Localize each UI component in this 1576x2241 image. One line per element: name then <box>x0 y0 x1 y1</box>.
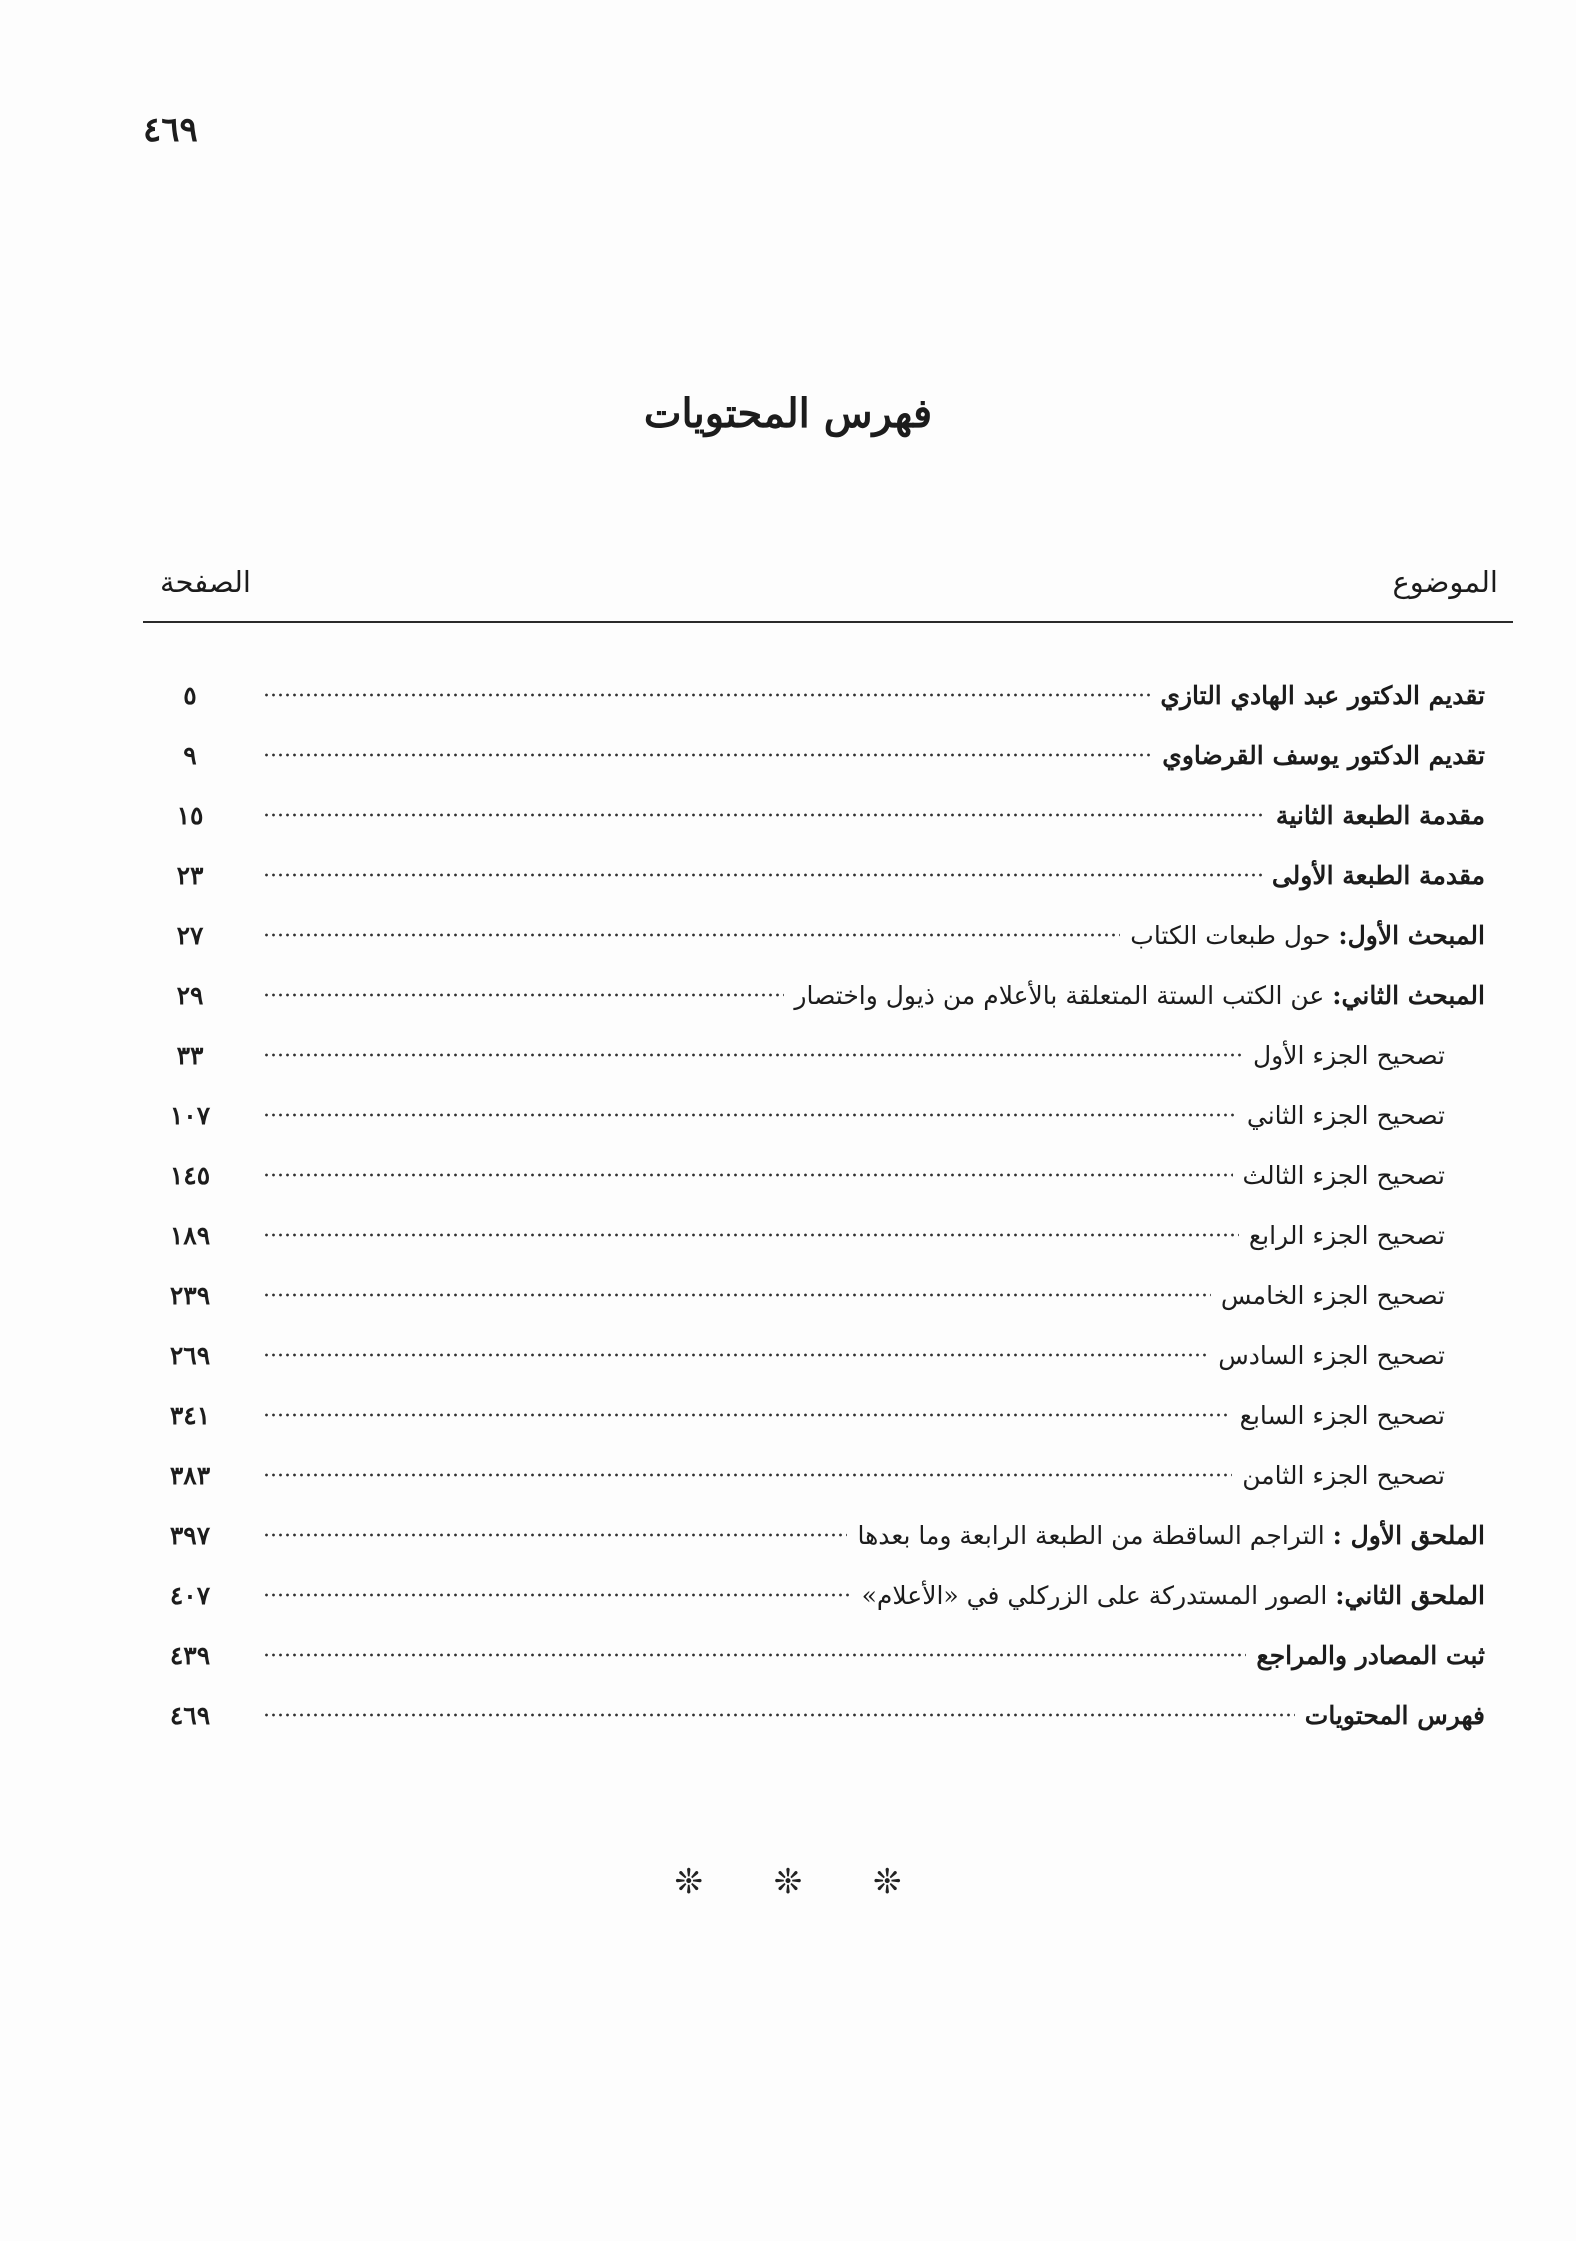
toc-entry-page: ٣٣ <box>176 1040 204 1070</box>
toc-entry-page: ٥ <box>183 680 197 710</box>
toc-entry-page: ٩ <box>183 740 197 770</box>
dot-leader <box>263 930 1120 940</box>
toc-entry-title: تصحيح الجزء الثالث <box>1242 1160 1445 1190</box>
toc-entry <box>155 725 1485 785</box>
toc-entry-title: تصحيح الجزء السادس <box>1218 1340 1445 1370</box>
toc-entry-title: مقدمة الطبعة الثانية <box>1275 800 1485 830</box>
toc-entry <box>155 1205 1485 1265</box>
dot-leader <box>263 1410 1230 1420</box>
toc-entry-title: تصحيح الجزء الثاني <box>1246 1100 1445 1130</box>
dot-leader <box>263 1530 847 1540</box>
page-column-header: الصفحة <box>160 565 251 599</box>
toc-entry-title: تصحيح الجزء الخامس <box>1220 1280 1445 1310</box>
toc-entry-page: ١٥ <box>176 800 204 830</box>
dot-leader <box>263 990 784 1000</box>
toc-entry-page: ٤٠٧ <box>169 1580 211 1610</box>
toc-entry <box>155 1565 1485 1625</box>
toc-entry-page: ٤٦٩ <box>169 1700 211 1730</box>
toc-entry <box>155 1385 1485 1445</box>
page-number: ٤٦٩ <box>143 110 198 150</box>
dot-leader <box>263 690 1150 700</box>
dot-leader <box>263 1470 1232 1480</box>
dot-leader <box>263 1170 1233 1180</box>
toc-entry <box>155 1085 1485 1145</box>
toc-entry <box>155 785 1485 845</box>
toc-entry-title: المبحث الثاني: عن الكتب الستة المتعلقة بالأعلام من ذيول واختصار <box>794 980 1485 1010</box>
toc-entry <box>155 1445 1485 1505</box>
toc-entry-page: ٢٦٩ <box>169 1340 211 1370</box>
toc-entry-page: ٤٣٩ <box>169 1640 211 1670</box>
toc-entry-page: ١٤٥ <box>169 1160 211 1190</box>
toc-entry-page: ٢٣٩ <box>169 1280 211 1310</box>
toc-entry <box>155 965 1485 1025</box>
dot-leader <box>263 810 1266 820</box>
dot-leader <box>263 1050 1243 1060</box>
toc-entry-title: فهرس المحتويات <box>1304 1700 1485 1730</box>
dot-leader <box>263 1230 1239 1240</box>
toc-entry-page: ٢٣ <box>176 860 204 890</box>
toc-entry <box>155 1265 1485 1325</box>
toc-entry-title: الملحق الأول : التراجم الساقطة من الطبعة الرابعة وما بعدها <box>857 1520 1485 1550</box>
toc-entry-title: تقديم الدكتور يوسف القرضاوي <box>1162 740 1485 770</box>
toc-entry-page: ٢٧ <box>176 920 204 950</box>
toc-entry-title: المبحث الأول: حول طبعات الكتاب <box>1130 920 1485 950</box>
toc-entry-title: الملحق الثاني: الصور المستدركة على الزركلي في «الأعلام» <box>861 1580 1485 1610</box>
toc-entry <box>155 1505 1485 1565</box>
dot-leader <box>263 1590 852 1600</box>
header-divider <box>143 621 1513 623</box>
toc-entry-page: ٣٤١ <box>169 1400 211 1430</box>
dot-leader <box>263 870 1262 880</box>
toc-entry <box>155 665 1485 725</box>
dot-leader <box>263 750 1152 760</box>
table-of-contents <box>155 665 1485 1745</box>
toc-entry <box>155 905 1485 965</box>
toc-entry-title: تصحيح الجزء الثامن <box>1242 1460 1445 1490</box>
subject-column-header: الموضوع <box>1392 565 1498 599</box>
toc-entry-page: ٣٩٧ <box>169 1520 211 1550</box>
toc-entry-title: ثبت المصادر والمراجع <box>1256 1640 1485 1670</box>
toc-entry-title: تصحيح الجزء الرابع <box>1248 1220 1445 1250</box>
toc-entry-page: ١٨٩ <box>169 1220 211 1250</box>
toc-entry <box>155 1325 1485 1385</box>
toc-entry-title: تصحيح الجزء الأول <box>1252 1040 1445 1070</box>
toc-entry <box>155 1025 1485 1085</box>
toc-entry-title: تقديم الدكتور عبد الهادي التازي <box>1160 680 1485 710</box>
toc-entry-page: ١٠٧ <box>169 1100 211 1130</box>
toc-entry-title: مقدمة الطبعة الأولى <box>1271 860 1485 890</box>
dot-leader <box>263 1110 1237 1120</box>
toc-entry <box>155 1625 1485 1685</box>
toc-entry <box>155 1145 1485 1205</box>
page-title: فهرس المحتويات <box>643 390 933 437</box>
toc-entry-page: ٣٨٣ <box>169 1460 211 1490</box>
toc-entry-title: تصحيح الجزء السابع <box>1239 1400 1445 1430</box>
toc-entry-page: ٢٩ <box>176 980 204 1010</box>
toc-entry <box>155 845 1485 905</box>
ornament-divider: ❊ ❊ ❊ <box>674 1862 902 1902</box>
dot-leader <box>263 1290 1211 1300</box>
dot-leader <box>263 1350 1208 1360</box>
dot-leader <box>263 1710 1295 1720</box>
dot-leader <box>263 1650 1246 1660</box>
toc-entry <box>155 1685 1485 1745</box>
